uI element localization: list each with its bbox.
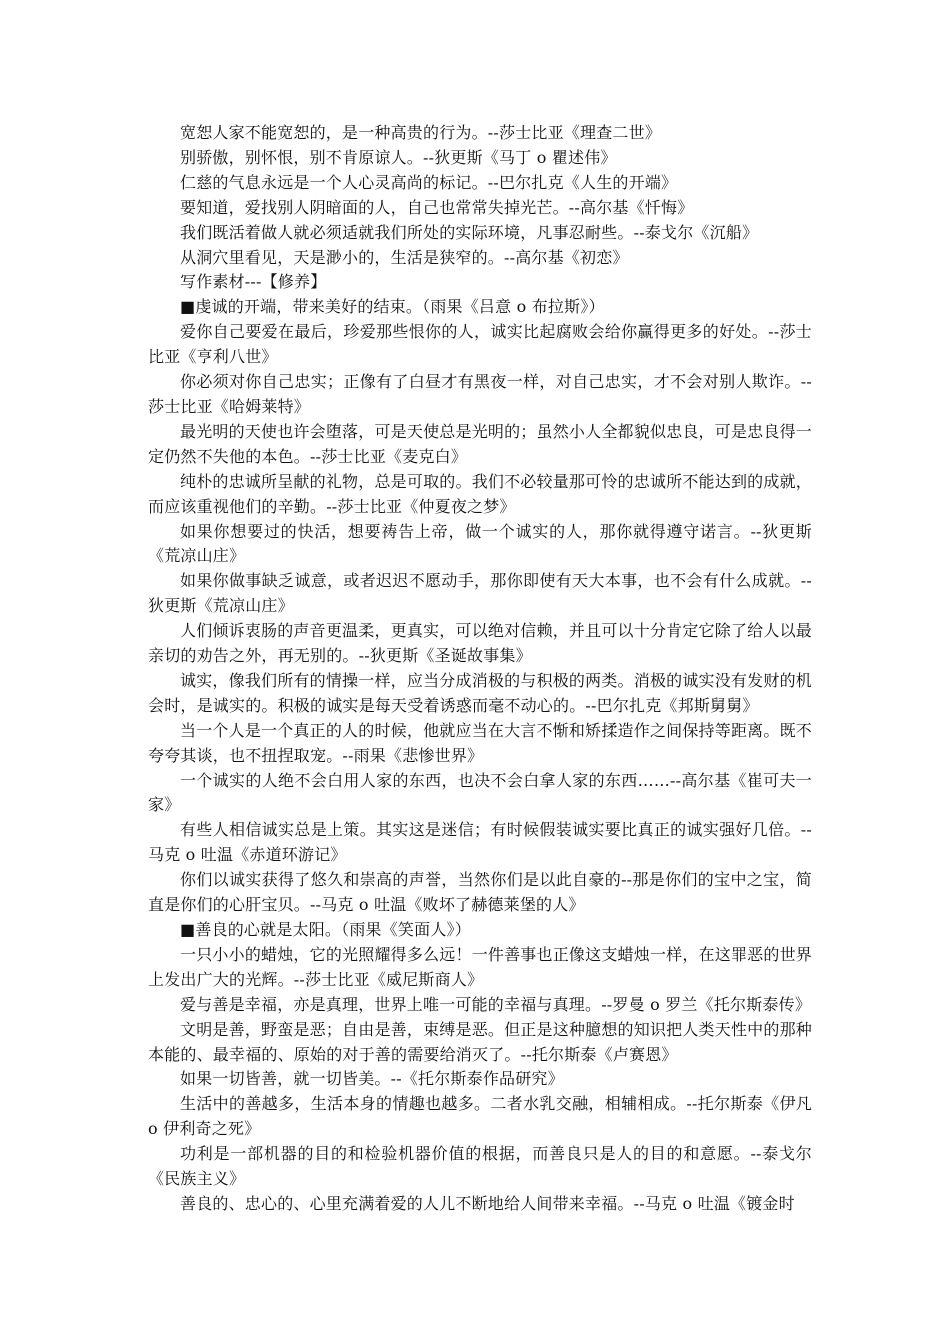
- paragraph: 仁慈的气息永远是一个人心灵高尚的标记。--巴尔扎克《人生的开端》: [180, 172, 678, 192]
- section-lead: ■善良的心就是太阳。（雨果《笑面人》）: [180, 920, 471, 939]
- paragraph: 善良的、忠心的、心里充满着爱的人儿不断地给人间带来幸福。--马克 o 吐温《镀金时: [180, 1193, 795, 1213]
- paragraph: 要知道，爱找别人阴暗面的人，自己也常常失掉光芒。--高尔基《忏悔》: [180, 197, 694, 217]
- paragraph: 爱与善是幸福，亦是真理，世界上唯一可能的幸福与真理。--罗曼 o 罗兰《托尔斯泰传》: [180, 994, 812, 1014]
- paragraph: 文明是善，野蛮是恶；自由是善，束缚是恶。但正是这种臆想的知识把人类天性中的那种本能的、最幸福的、原始的对于善的需要给消灭了。--托尔斯泰《卢赛恩》: [148, 1019, 812, 1064]
- paragraph: 一只小小的蜡烛，它的光照耀得多么远！一件善事也正像这支蜡烛一样，在这罪恶的世界上发出广大的光辉。--莎士比亚《威尼斯商人》: [148, 944, 812, 989]
- paragraph: 宽恕人家不能宽恕的，是一种高贵的行为。--莎士比亚《理查二世》: [180, 123, 662, 142]
- paragraph: 纯朴的忠诚所呈献的礼物，总是可取的。我们不必较量那可怜的忠诚所不能达到的成就，而应该重视他们的辛勤。--莎士比亚《仲夏夜之梦》: [148, 471, 812, 516]
- paragraph: 从洞穴里看见，天是渺小的，生活是狭窄的。--高尔基《初恋》: [180, 247, 629, 267]
- paragraph: 当一个人是一个真正的人的时候，他就应当在大言不惭和矫揉造作之间保持等距离。既不夸夸其谈，也不扭捏取宠。--雨果《悲惨世界》: [148, 720, 812, 765]
- section-heading: 写作素材---【修养】: [180, 272, 327, 292]
- paragraph: 人们倾诉衷肠的声音更温柔，更真实，可以绝对信赖，并且可以十分肯定它除了给人以最亲切的劝告之外，再无别的。--狄更斯《圣诞故事集》: [148, 621, 812, 666]
- paragraph: 别骄傲，别怀恨，别不肯原谅人。--狄更斯《马丁 o 瞿述伟》: [180, 147, 617, 167]
- paragraph: 诚实，像我们所有的情操一样，应当分成消极的与积极的两类。消极的诚实没有发财的机会时，是诚实的。积极的诚实是每天受着诱惑而毫不动心的。--巴尔扎克《邦斯舅舅》: [148, 670, 812, 715]
- paragraph: 如果你想要过的快活，想要祷告上帝，做一个诚实的人，那你就得遵守诺言。--狄更斯《荒凉山庄》: [148, 521, 812, 566]
- paragraph: 你们以诚实获得了悠久和崇高的声誉，当然你们是以此自豪的--那是你们的宝中之宝，简直是你们的心肝宝贝。--马克 o 吐温《败坏了赫德莱堡的人》: [148, 870, 812, 915]
- section-lead: ■虔诚的开端，带来美好的结束。（雨果《吕意 o 布拉斯》）: [180, 297, 605, 317]
- paragraph: 我们既活着做人就必须适就我们所处的实际环境，凡事忍耐些。--泰戈尔《沉船》: [180, 222, 759, 242]
- paragraph: 如果你做事缺乏诚意，或者迟迟不愿动手，那你即使有天大本事，也不会有什么成就。--狄更斯《荒凉山庄》: [148, 571, 812, 616]
- paragraph: 如果一切皆善，就一切皆美。--《托尔斯泰作品研究》: [180, 1069, 564, 1089]
- paragraph: 爱你自己要爱在最后，珍爱那些恨你的人，诚实比起腐败会给你赢得更多的好处。--莎士比亚《亨利八世》: [148, 322, 812, 367]
- paragraph: 生活中的善越多，生活本身的情趣也越多。二者水乳交融，相辅相成。--托尔斯泰《伊凡 o 伊利奇之死》: [148, 1094, 812, 1139]
- paragraph: 你必须对你自己忠实；正像有了白昼才有黑夜一样，对自己忠实，才不会对别人欺诈。--莎士比亚《哈姆莱特》: [148, 372, 812, 416]
- paragraph: 最光明的天使也许会堕落，可是天使总是光明的；虽然小人全都貌似忠良，可是忠良得一定仍然不失他的本色。--莎士比亚《麦克白》: [148, 421, 812, 466]
- paragraph: 功利是一部机器的目的和检验机器价值的根据，而善良只是人的目的和意愿。--泰戈尔《民族主义》: [148, 1144, 812, 1189]
- paragraph: 一个诚实的人绝不会白用人家的东西，也决不会白拿人家的东西……--高尔基《崔可夫一家》: [148, 770, 812, 815]
- paragraph: 有些人相信诚实总是上策。其实这是迷信；有时候假装诚实要比真正的诚实强好几倍。--马克 o 吐温《赤道环游记》: [148, 820, 812, 865]
